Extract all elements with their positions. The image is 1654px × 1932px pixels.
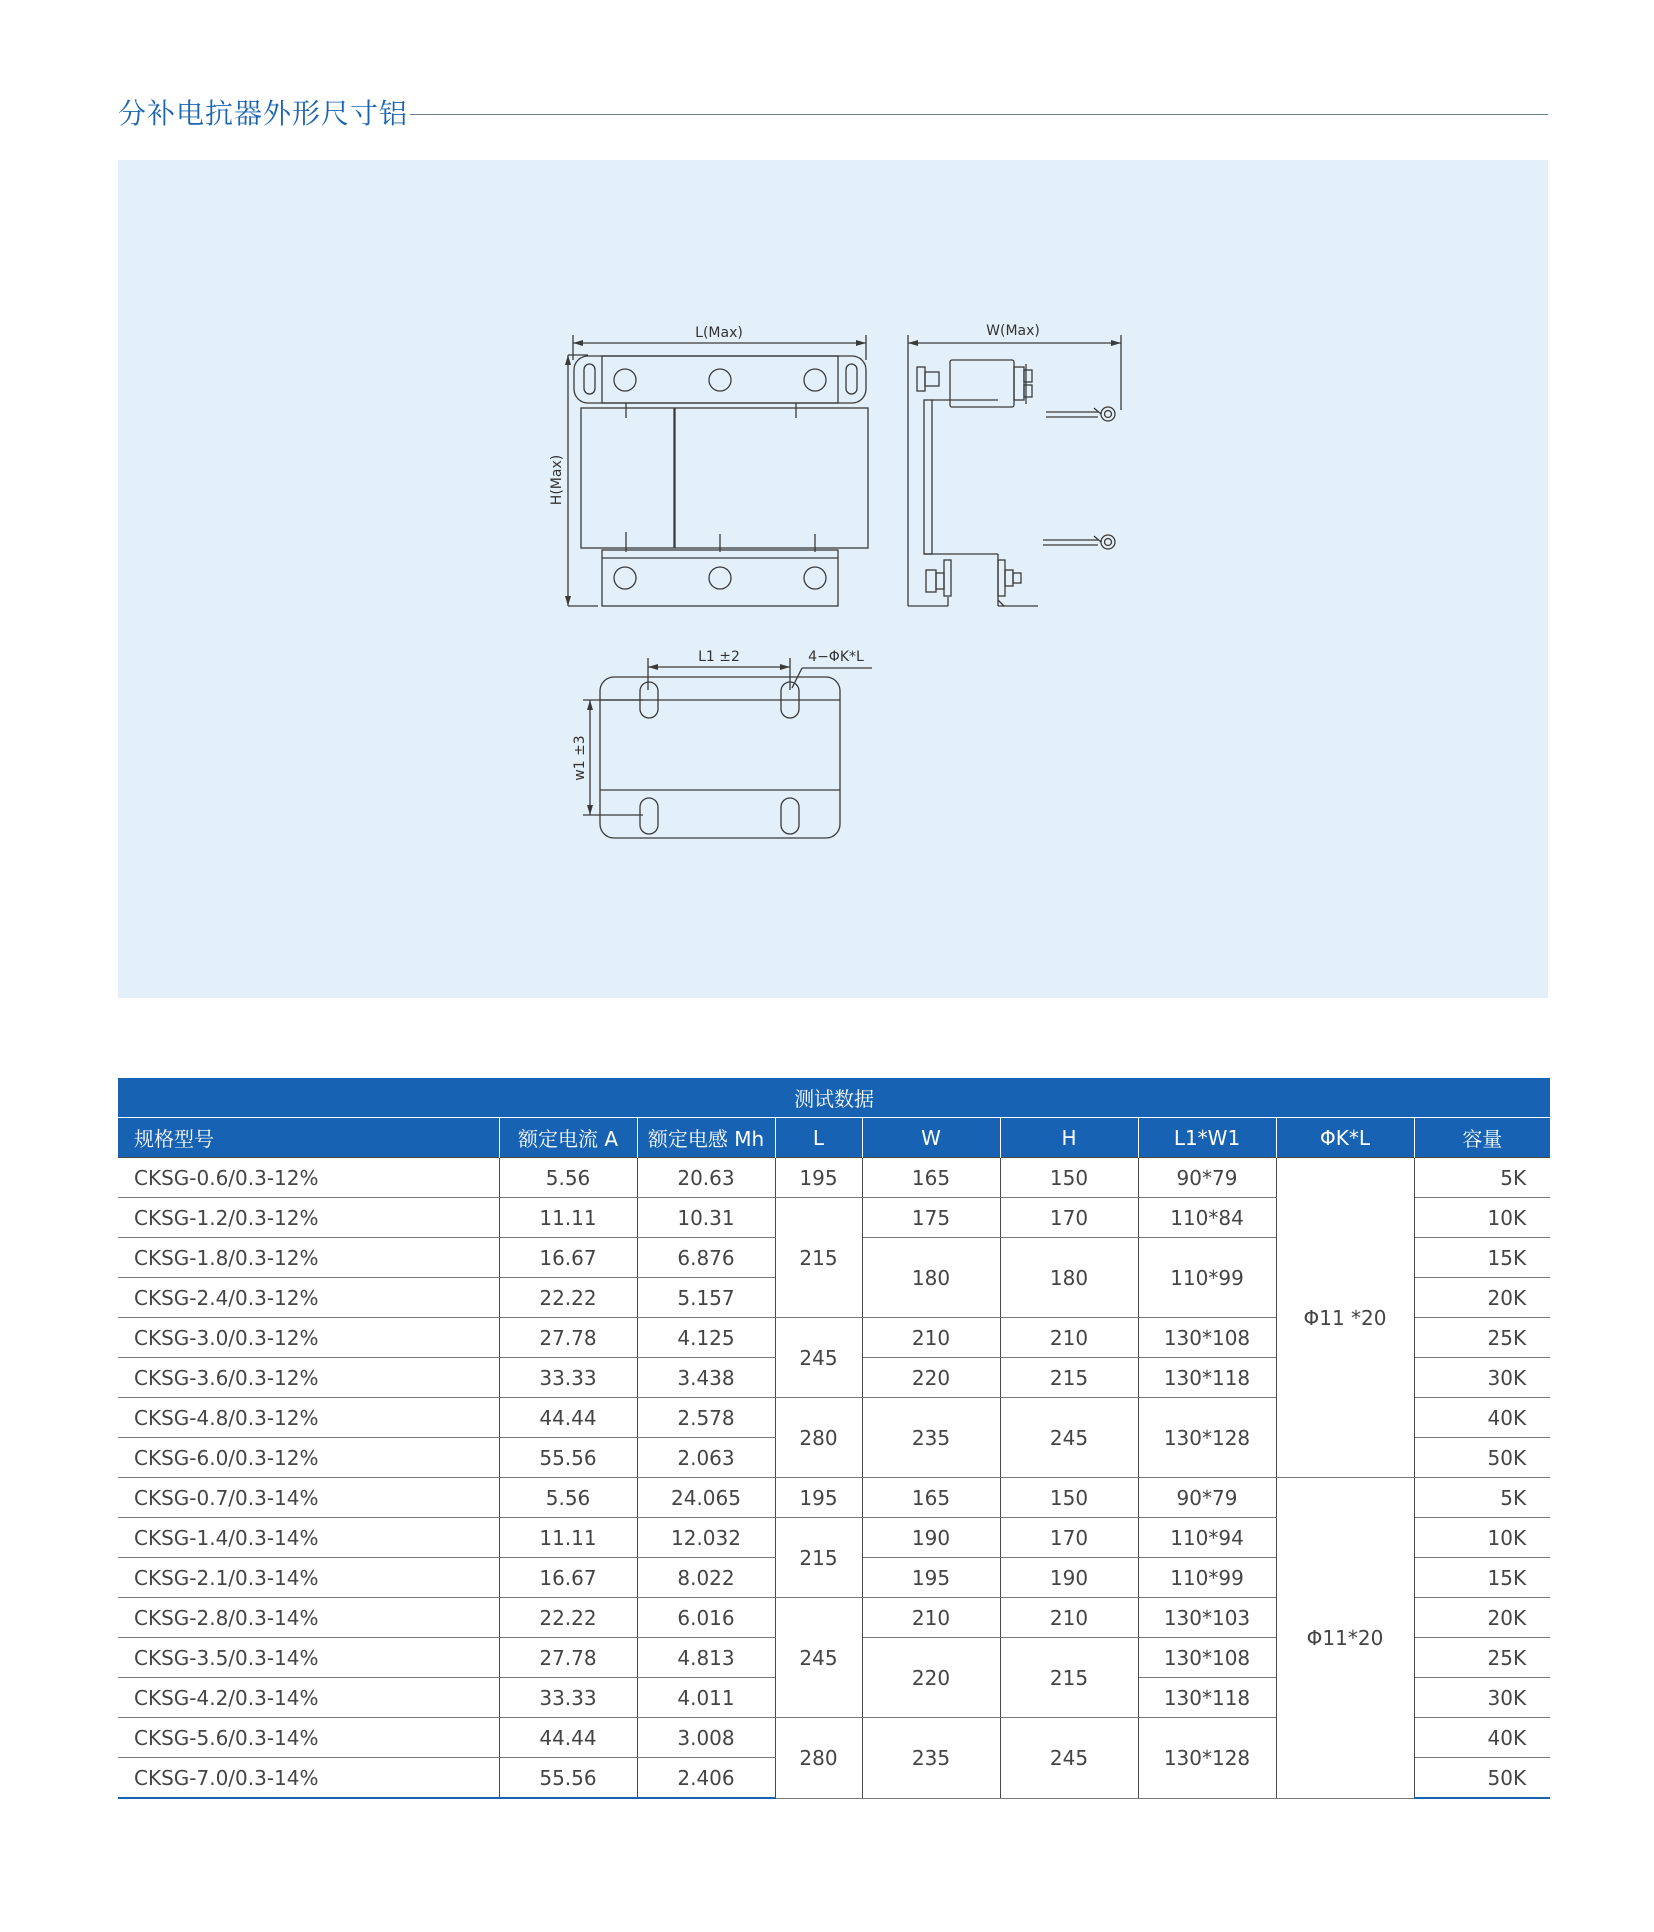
inductance-cell: 4.125: [637, 1318, 775, 1358]
height-cell: 150: [1000, 1478, 1138, 1518]
width-cell: 175: [862, 1198, 1000, 1238]
inductance-cell: 3.008: [637, 1718, 775, 1758]
width-cell: 210: [862, 1318, 1000, 1358]
dimension-drawing-panel: [118, 160, 1548, 998]
model-cell: CKSG-1.4/0.3-14%: [118, 1518, 499, 1558]
base-size-cell: 110*99: [1138, 1238, 1276, 1318]
model-cell: CKSG-0.7/0.3-14%: [118, 1478, 499, 1518]
current-cell: 5.56: [499, 1158, 637, 1198]
table-caption: 测试数据: [118, 1078, 1550, 1118]
inductance-cell: 8.022: [637, 1558, 775, 1598]
current-cell: 22.22: [499, 1598, 637, 1638]
length-cell: 195: [775, 1478, 862, 1518]
inductance-cell: 6.016: [637, 1598, 775, 1638]
inductance-cell: 24.065: [637, 1478, 775, 1518]
inductance-cell: 2.578: [637, 1398, 775, 1438]
width-cell: 220: [862, 1638, 1000, 1718]
inductance-cell: 3.438: [637, 1358, 775, 1398]
length-cell: 215: [775, 1198, 862, 1318]
base-view: [572, 649, 872, 838]
length-cell: 280: [775, 1398, 862, 1478]
height-cell: 150: [1000, 1158, 1138, 1198]
current-cell: 55.56: [499, 1438, 637, 1478]
height-cell: 170: [1000, 1198, 1138, 1238]
inductance-cell: 2.406: [637, 1758, 775, 1799]
current-cell: 16.67: [499, 1238, 637, 1278]
length-cell: 215: [775, 1518, 862, 1598]
current-cell: 11.11: [499, 1198, 637, 1238]
table-row: [118, 1158, 1550, 1198]
capacity-cell: 25K: [1414, 1318, 1550, 1358]
table-caption-row: [118, 1078, 1550, 1118]
hole-cell: Φ11*20: [1276, 1478, 1414, 1799]
base-size-cell: 130*108: [1138, 1638, 1276, 1678]
spec-table: [118, 1078, 1550, 1799]
base-size-cell: 130*128: [1138, 1718, 1276, 1799]
table-row: [118, 1478, 1550, 1518]
current-cell: 27.78: [499, 1638, 637, 1678]
length-cell: 245: [775, 1318, 862, 1398]
current-cell: 44.44: [499, 1718, 637, 1758]
col-header-base-size: L1*W1: [1138, 1118, 1276, 1158]
capacity-cell: 5K: [1414, 1158, 1550, 1198]
dimension-drawing: [118, 160, 1548, 998]
current-cell: 5.56: [499, 1478, 637, 1518]
inductance-cell: 10.31: [637, 1198, 775, 1238]
table-header-row: [118, 1118, 1550, 1158]
capacity-cell: 30K: [1414, 1358, 1550, 1398]
base-size-cell: 90*79: [1138, 1158, 1276, 1198]
current-cell: 22.22: [499, 1278, 637, 1318]
section-divider: [410, 114, 1548, 115]
model-cell: CKSG-4.8/0.3-12%: [118, 1398, 499, 1438]
side-view: [908, 323, 1121, 606]
height-cell: 210: [1000, 1598, 1138, 1638]
width-cell: 220: [862, 1358, 1000, 1398]
height-cell: 210: [1000, 1318, 1138, 1358]
model-cell: CKSG-1.8/0.3-12%: [118, 1238, 499, 1278]
capacity-cell: 25K: [1414, 1638, 1550, 1678]
current-cell: 33.33: [499, 1678, 637, 1718]
base-size-cell: 110*84: [1138, 1198, 1276, 1238]
hole-label: 4−ΦK*L: [808, 649, 864, 665]
width-cell: 210: [862, 1598, 1000, 1638]
model-cell: CKSG-1.2/0.3-12%: [118, 1198, 499, 1238]
model-cell: CKSG-3.0/0.3-12%: [118, 1318, 499, 1358]
model-cell: CKSG-7.0/0.3-14%: [118, 1758, 499, 1799]
capacity-cell: 40K: [1414, 1718, 1550, 1758]
base-size-cell: 130*118: [1138, 1678, 1276, 1718]
base-size-cell: 110*99: [1138, 1558, 1276, 1598]
base-size-cell: 90*79: [1138, 1478, 1276, 1518]
capacity-cell: 50K: [1414, 1438, 1550, 1478]
col-header-height: H: [1000, 1118, 1138, 1158]
height-cell: 245: [1000, 1718, 1138, 1799]
capacity-cell: 10K: [1414, 1518, 1550, 1558]
capacity-cell: 40K: [1414, 1398, 1550, 1438]
model-cell: CKSG-2.8/0.3-14%: [118, 1598, 499, 1638]
model-cell: CKSG-5.6/0.3-14%: [118, 1718, 499, 1758]
side-width-label: W(Max): [986, 323, 1040, 339]
length-cell: 245: [775, 1598, 862, 1718]
inductance-cell: 4.011: [637, 1678, 775, 1718]
base-size-cell: 130*108: [1138, 1318, 1276, 1358]
capacity-cell: 15K: [1414, 1558, 1550, 1598]
current-cell: 27.78: [499, 1318, 637, 1358]
current-cell: 44.44: [499, 1398, 637, 1438]
base-size-cell: 130*128: [1138, 1398, 1276, 1478]
height-cell: 245: [1000, 1398, 1138, 1478]
table-body: [118, 1158, 1550, 1799]
inductance-cell: 2.063: [637, 1438, 775, 1478]
model-cell: CKSG-3.6/0.3-12%: [118, 1358, 499, 1398]
col-header-inductance: 额定电感 Mh: [637, 1118, 775, 1158]
capacity-cell: 5K: [1414, 1478, 1550, 1518]
length-cell: 195: [775, 1158, 862, 1198]
inductance-cell: 12.032: [637, 1518, 775, 1558]
width-cell: 235: [862, 1718, 1000, 1799]
front-height-label: H(Max): [549, 454, 565, 506]
current-cell: 33.33: [499, 1358, 637, 1398]
capacity-cell: 20K: [1414, 1278, 1550, 1318]
inductance-cell: 20.63: [637, 1158, 775, 1198]
front-width-label: L(Max): [695, 325, 743, 341]
model-cell: CKSG-0.6/0.3-12%: [118, 1158, 499, 1198]
capacity-cell: 50K: [1414, 1758, 1550, 1799]
capacity-cell: 10K: [1414, 1198, 1550, 1238]
base-size-cell: 130*103: [1138, 1598, 1276, 1638]
capacity-cell: 30K: [1414, 1678, 1550, 1718]
base-length-label: L1 ±2: [698, 649, 740, 665]
width-cell: 190: [862, 1518, 1000, 1558]
current-cell: 55.56: [499, 1758, 637, 1799]
model-cell: CKSG-4.2/0.3-14%: [118, 1678, 499, 1718]
col-header-length: L: [775, 1118, 862, 1158]
model-cell: CKSG-3.5/0.3-14%: [118, 1638, 499, 1678]
front-view: [549, 325, 868, 606]
col-header-model: 规格型号: [118, 1118, 499, 1158]
width-cell: 165: [862, 1158, 1000, 1198]
height-cell: 190: [1000, 1558, 1138, 1598]
width-cell: 235: [862, 1398, 1000, 1478]
length-cell: 280: [775, 1718, 862, 1799]
model-cell: CKSG-2.1/0.3-14%: [118, 1558, 499, 1598]
height-cell: 180: [1000, 1238, 1138, 1318]
height-cell: 170: [1000, 1518, 1138, 1558]
capacity-cell: 20K: [1414, 1598, 1550, 1638]
col-header-width: W: [862, 1118, 1000, 1158]
width-cell: 195: [862, 1558, 1000, 1598]
inductance-cell: 5.157: [637, 1278, 775, 1318]
col-header-hole: ΦK*L: [1276, 1118, 1414, 1158]
inductance-cell: 6.876: [637, 1238, 775, 1278]
base-size-cell: 130*118: [1138, 1358, 1276, 1398]
width-cell: 165: [862, 1478, 1000, 1518]
inductance-cell: 4.813: [637, 1638, 775, 1678]
section-heading: [118, 92, 1548, 136]
width-cell: 180: [862, 1238, 1000, 1318]
section-title: 分补电抗器外形尺寸铝: [118, 97, 409, 130]
model-cell: CKSG-2.4/0.3-12%: [118, 1278, 499, 1318]
height-cell: 215: [1000, 1358, 1138, 1398]
capacity-cell: 15K: [1414, 1238, 1550, 1278]
base-width-label: w1 ±3: [572, 735, 588, 781]
col-header-capacity: 容量: [1414, 1118, 1550, 1158]
height-cell: 215: [1000, 1638, 1138, 1718]
model-cell: CKSG-6.0/0.3-12%: [118, 1438, 499, 1478]
col-header-current: 额定电流 A: [499, 1118, 637, 1158]
hole-cell: Φ11 *20: [1276, 1158, 1414, 1478]
current-cell: 11.11: [499, 1518, 637, 1558]
base-size-cell: 110*94: [1138, 1518, 1276, 1558]
current-cell: 16.67: [499, 1558, 637, 1598]
